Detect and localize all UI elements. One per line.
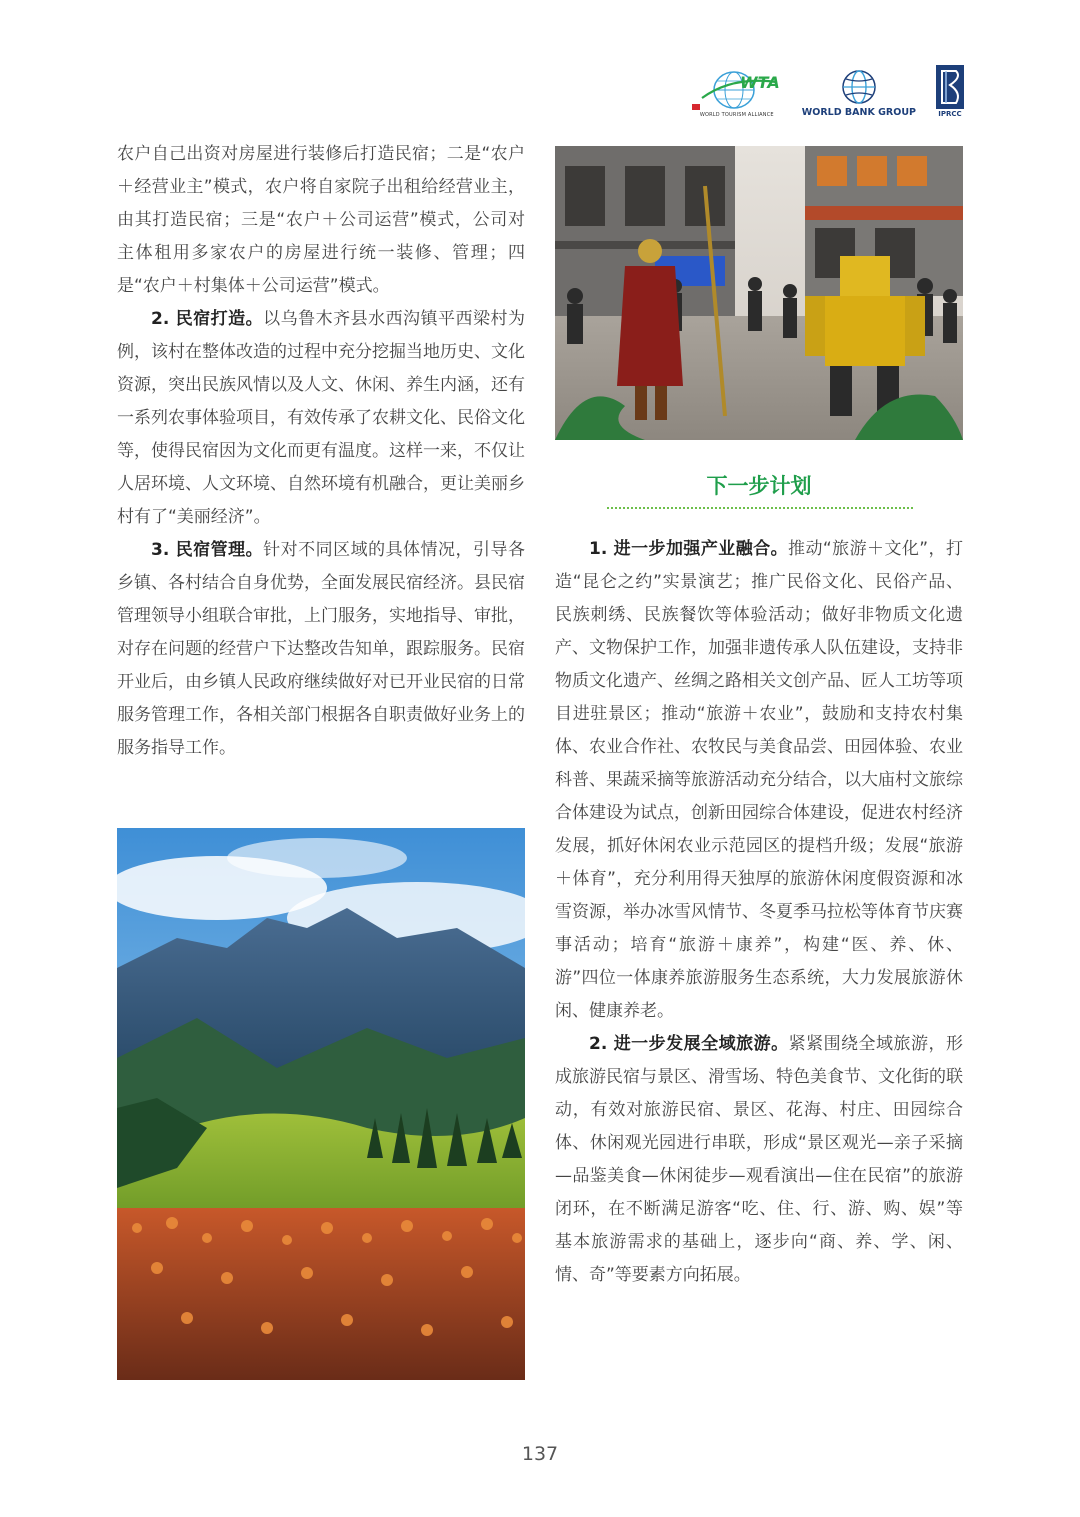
plaza-performers-photo bbox=[555, 146, 963, 440]
left-body-3: 针对不同区域的具体情况，引导各乡镇、各村结合自身优势，全面发展民宿经济。县民宿管理领导小组联合审批，上门服务，实地指导、审批，对存在问题的经营户下达整改告知单，跟踪服务。民宿开业后，由乡镇人民政府继续做好对已开业民宿的日常服务管理工作，各相关部门根据各自职责做好业务上的服务指导工作。 bbox=[117, 540, 525, 758]
section-divider bbox=[607, 507, 913, 509]
right-text-column bbox=[555, 533, 963, 1292]
left-paragraph-2 bbox=[117, 303, 525, 534]
right-heading-1: 1. 进一步加强产业融合。 bbox=[589, 539, 789, 559]
right-body-1: 推动“旅游＋文化”，打造“昆仑之约”实景演艺；推广民俗文化、民俗产品、民族刺绣、民族餐饮等体验活动；做好非物质文化遗产、文物保护工作，加强非遗传承人队伍建设，支持非物质文化遗产、丝绸之路相关文创产品、匠人工坊等项目进驻景区；推动“旅游＋农业”，鼓励和支持农村集体、农业合作社、农牧民与美食品尝、田园体验、农业科普、果蔬采摘等旅游活动充分结合，以大庙村文旅综合体建设为试点，创新田园综合体建设，促进农村经济发展，抓好休闲农业示范园区的提档升级；发展“旅游＋体育”，充分利用得天独厚的旅游休闲度假资源和冰雪资源，举办冰雪风情节、冬夏季马拉松等体育节庆赛事活动；培育“旅游＋康养”，构建“医、养、休、游”四位一体康养旅游服务生态系统，大力发展旅游休闲、健康养老。 bbox=[555, 539, 963, 1021]
right-body-2: 紧紧围绕全域旅游，形成旅游民宿与景区、滑雪场、特色美食节、文化街的联动，有效对旅游民宿、景区、花海、村庄、田园综合体、休闲观光园进行串联，形成“景区观光—亲子采摘—品鉴美食—休闲徒步—观看演出—住在民宿”的旅游闭环，在不断满足游客“吃、住、行、游、购、娱”等基本旅游需求的基础上，逐步向“商、养、学、闲、情、奇”等要素方向拓展。 bbox=[555, 1034, 963, 1285]
mountain-meadow-photo bbox=[117, 828, 525, 1380]
iprcc-caption: IPRCC bbox=[938, 110, 962, 118]
header-logos bbox=[692, 58, 964, 118]
left-paragraph-1: 农户自己出资对房屋进行装修后打造民宿；二是“农户＋经营业主”模式，农户将自家院子出租给经营业主，由其打造民宿；三是“农户＋公司运营”模式，公司对主体租用多家农户的房屋进行统一装修、管理；四是“农户＋村集体＋公司运营”模式。 bbox=[117, 144, 525, 296]
world-bank-logo bbox=[802, 67, 916, 118]
world-bank-globe-icon bbox=[839, 67, 879, 107]
wta-logo bbox=[692, 68, 782, 118]
world-bank-caption: WORLD BANK GROUP bbox=[801, 107, 916, 118]
wta-caption: WORLD TOURISM ALLIANCE bbox=[699, 112, 774, 118]
left-text-column bbox=[117, 138, 525, 765]
left-heading-3: 3. 民宿管理。 bbox=[151, 540, 264, 560]
globe-icon bbox=[692, 68, 782, 112]
right-paragraph-1 bbox=[555, 533, 963, 1028]
section-title: 下一步计划 bbox=[706, 474, 812, 498]
left-paragraph-3 bbox=[117, 534, 525, 765]
left-body-2: 以乌鲁木齐县水西沟镇平西梁村为例，该村在整体改造的过程中充分挖掘当地历史、文化资源，突出民族风情以及人文、休闲、养生内涵，还有一系列农事体验项目，有效传承了农耕文化、民俗文化等，使得民宿因为文化而更有温度。这样一来，不仅让人居环境、人文环境、自然环境有机融合，更让美丽乡村有了“美丽经济”。 bbox=[117, 309, 525, 527]
right-paragraph-2 bbox=[555, 1028, 963, 1292]
wta-wordmark: WTA bbox=[739, 73, 780, 92]
right-heading-2: 2. 进一步发展全域旅游。 bbox=[589, 1034, 789, 1054]
left-heading-2: 2. 民宿打造。 bbox=[151, 309, 264, 329]
page-number: 137 bbox=[521, 1443, 559, 1465]
iprcc-logo bbox=[936, 65, 964, 118]
iprcc-emblem-icon bbox=[936, 65, 964, 109]
